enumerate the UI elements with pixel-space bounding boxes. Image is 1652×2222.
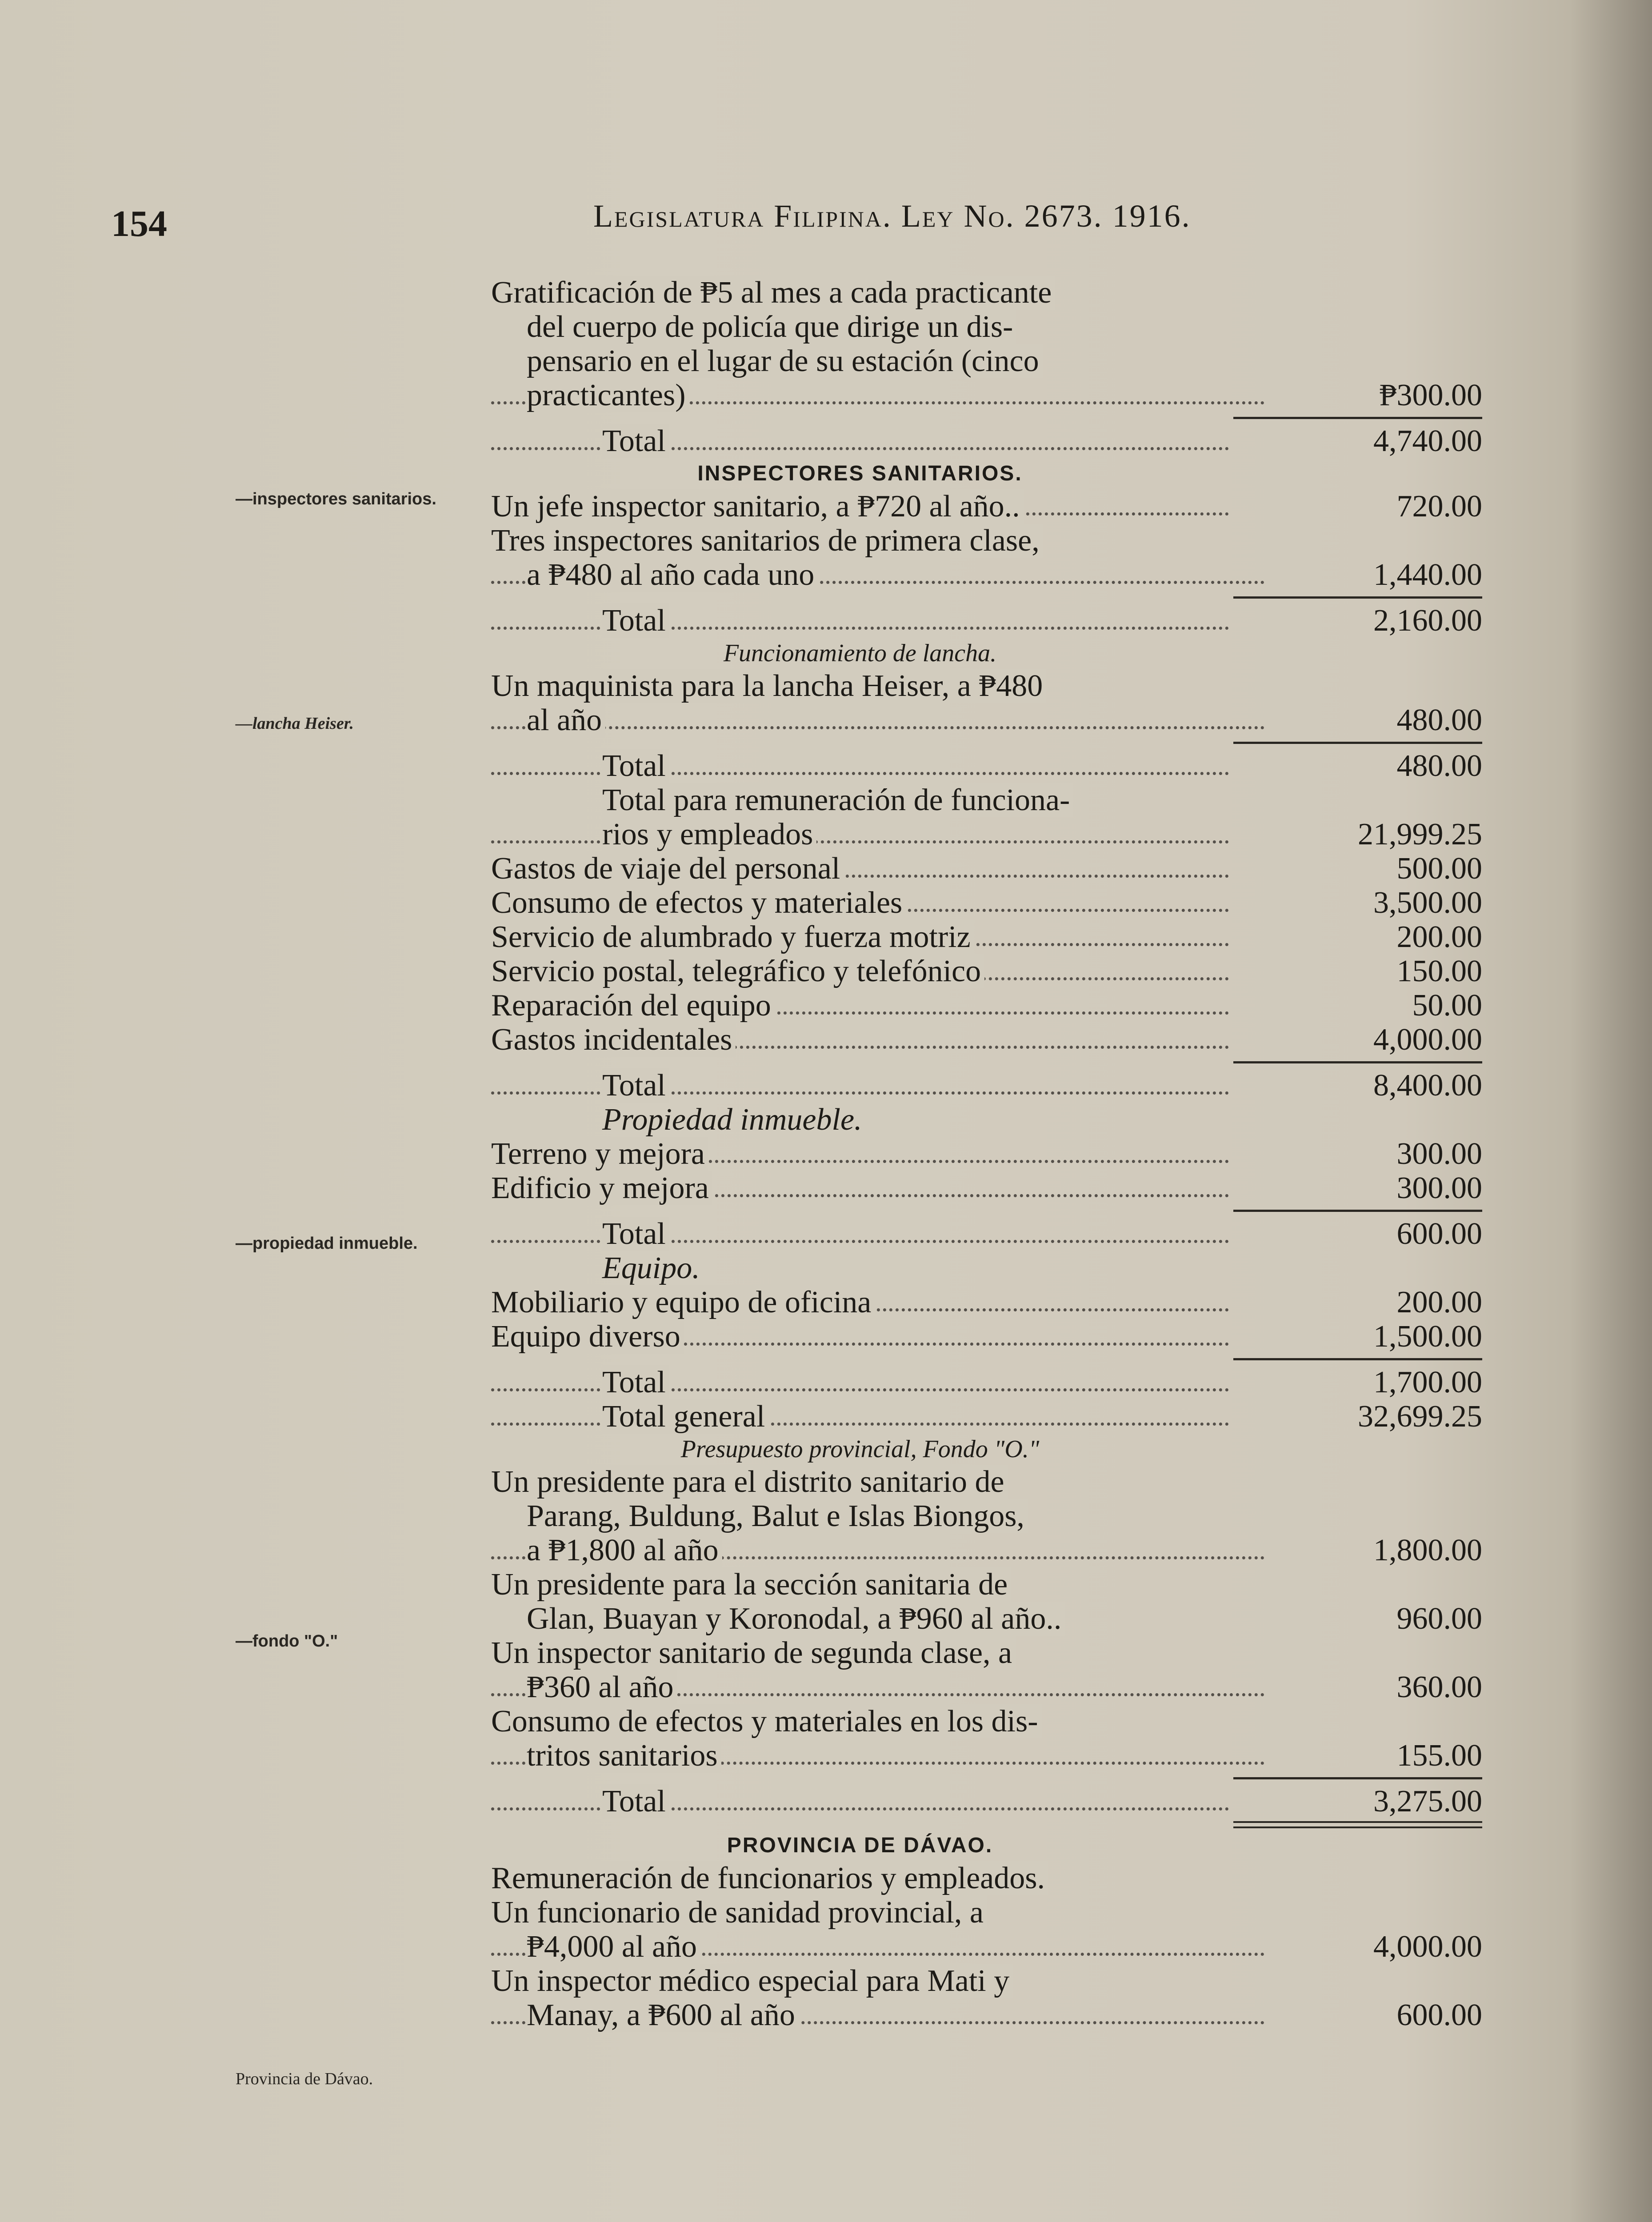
row-label: Total (491, 1068, 1229, 1103)
amount: 4,000.00 (1373, 1023, 1482, 1057)
row-label: pensario en el lugar de su estación (cinco (491, 344, 1264, 378)
budget-row (491, 1533, 1482, 1567)
budget-row (491, 851, 1482, 886)
row-label: Total (491, 749, 1229, 783)
budget-row (491, 1670, 1482, 1704)
text-line (491, 276, 1482, 310)
row-label: Un jefe inspector sanitario, a ₱720 al año.. (491, 489, 1229, 524)
budget-row (491, 954, 1482, 988)
amount: 155.00 (1396, 1738, 1482, 1773)
row-label: Total (491, 603, 1229, 638)
row-label: Gastos de viaje del personal (491, 851, 1229, 886)
amount: 600.00 (1396, 1217, 1482, 1251)
side-note-fondo: —fondo "O." (236, 1632, 338, 1651)
sum-rule (491, 412, 1482, 424)
amount: 4,000.00 (1373, 1930, 1482, 1964)
row-label: Tres inspectores sanitarios de primera clase, (491, 524, 1229, 558)
amount: 480.00 (1396, 749, 1482, 783)
budget-row (491, 1602, 1482, 1636)
amount: 480.00 (1396, 703, 1482, 737)
amount: 21,999.25 (1358, 817, 1482, 851)
row-label: tritos sanitarios (491, 1738, 1264, 1773)
section-heading: Presupuesto provincial, Fondo "O." (680, 1435, 1040, 1463)
text-line (491, 310, 1482, 344)
amount: 960.00 (1396, 1602, 1482, 1636)
amount: 600.00 (1396, 1998, 1482, 2032)
total-row (491, 1784, 1482, 1818)
text-line (491, 1704, 1482, 1738)
total-row (491, 603, 1482, 638)
row-label: Remuneración de funcionarios y empleados. (491, 1861, 1229, 1895)
total-general-row (491, 1399, 1482, 1434)
amount: 2,160.00 (1373, 603, 1482, 638)
text-line (491, 1636, 1482, 1670)
section-heading: Equipo. (602, 1251, 700, 1285)
row-label: Un presidente para la sección sanitaria de (491, 1567, 1229, 1602)
budget-row (491, 1023, 1482, 1057)
total-row (491, 749, 1482, 783)
sum-rule (491, 1057, 1482, 1068)
budget-row (491, 489, 1482, 524)
row-label: Mobiliario y equipo de oficina (491, 1285, 1229, 1319)
row-label: Total (491, 1217, 1229, 1251)
text-line (491, 783, 1482, 817)
row-label: practicantes) (491, 378, 1264, 412)
text-line (491, 524, 1482, 558)
row-label: Total general (491, 1399, 1229, 1434)
section-heading: Propiedad inmueble. (602, 1103, 862, 1137)
sum-rule (491, 737, 1482, 749)
budget-row (491, 988, 1482, 1023)
row-label: Total (491, 424, 1229, 458)
amount: 360.00 (1396, 1670, 1482, 1704)
text-line (491, 1861, 1482, 1895)
row-label: a ₱1,800 al año (491, 1533, 1264, 1567)
budget-row (491, 703, 1482, 737)
amount: 8,400.00 (1373, 1068, 1482, 1103)
running-head: Legislatura Filipina. Ley No. 2673. 1916. (593, 198, 1191, 234)
budget-row (491, 886, 1482, 920)
sum-rule (491, 1773, 1482, 1784)
sum-rule (491, 1354, 1482, 1365)
budget-row (491, 378, 1482, 412)
total-row (491, 1068, 1482, 1103)
amount: 300.00 (1396, 1171, 1482, 1205)
amount: 500.00 (1396, 851, 1482, 886)
amount: 3,275.00 (1373, 1784, 1482, 1818)
row-label: Parang, Buldung, Balut e Islas Biongos, (491, 1499, 1264, 1533)
double-rule (491, 1818, 1482, 1830)
page-number: 154 (111, 203, 167, 244)
row-label: Reparación del equipo (491, 988, 1229, 1023)
text-line (491, 1499, 1482, 1533)
row-label: Total (491, 1784, 1229, 1818)
row-label: Gastos incidentales (491, 1023, 1229, 1057)
amount: 50.00 (1412, 988, 1482, 1023)
side-note-lancha: —lancha Heiser. (236, 714, 354, 733)
amount: 720.00 (1396, 489, 1482, 524)
amount: ₱300.00 (1379, 378, 1482, 412)
side-note-inspectores: —inspectores sanitarios. (236, 490, 436, 508)
text-line (491, 669, 1482, 703)
amount: 200.00 (1396, 920, 1482, 954)
row-label: Glan, Buayan y Koronodal, a ₱960 al año.. (491, 1602, 1264, 1636)
section-heading: Funcionamiento de lancha. (723, 639, 997, 667)
budget-row (491, 920, 1482, 954)
amount: 1,440.00 (1373, 558, 1482, 592)
row-label: a ₱480 al año cada uno (491, 558, 1264, 592)
row-label: Servicio postal, telegráfico y telefónico (491, 954, 1229, 988)
budget-row (491, 1285, 1482, 1319)
row-label: Un funcionario de sanidad provincial, a (491, 1895, 1229, 1930)
row-label: Un presidente para el distrito sanitario de (491, 1465, 1229, 1499)
text-line (491, 1465, 1482, 1499)
row-label: Un maquinista para la lancha Heiser, a ₱480 (491, 669, 1229, 703)
budget-row (491, 1998, 1482, 2032)
section-heading: PROVINCIA DE DÁVAO. (727, 1834, 993, 1857)
row-label: Total (491, 1365, 1229, 1399)
row-label: Total para remuneración de funciona- (491, 783, 1229, 817)
row-label: Servicio de alumbrado y fuerza motriz (491, 920, 1229, 954)
text-line (491, 1567, 1482, 1602)
row-label: Un inspector médico especial para Mati y (491, 1964, 1229, 1998)
row-label: ₱4,000 al año (491, 1930, 1264, 1964)
section-heading: INSPECTORES SANITARIOS. (697, 462, 1023, 485)
total-row (491, 1217, 1482, 1251)
row-label: Equipo diverso (491, 1319, 1229, 1354)
text-line (491, 344, 1482, 378)
amount: 1,700.00 (1373, 1365, 1482, 1399)
sum-rule (491, 1205, 1482, 1217)
amount: 300.00 (1396, 1137, 1482, 1171)
budget-row (491, 558, 1482, 592)
side-note-provincia: Provincia de Dávao. (236, 2070, 373, 2088)
row-label: Edificio y mejora (491, 1171, 1229, 1205)
amount: 1,800.00 (1373, 1533, 1482, 1567)
side-note-propiedad: —propiedad inmueble. (236, 1234, 418, 1253)
row-label: rios y empleados (491, 817, 1229, 851)
budget-row (491, 1319, 1482, 1354)
text-line (491, 1964, 1482, 1998)
budget-column (491, 276, 1482, 2032)
row-label: Manay, a ₱600 al año (491, 1998, 1264, 2032)
total-row (491, 424, 1482, 458)
total-row (491, 1365, 1482, 1399)
budget-row (491, 1738, 1482, 1773)
amount: 200.00 (1396, 1285, 1482, 1319)
budget-row (491, 1171, 1482, 1205)
amount: 150.00 (1396, 954, 1482, 988)
amount: 32,699.25 (1358, 1399, 1482, 1434)
row-label: Terreno y mejora (491, 1137, 1229, 1171)
amount: 4,740.00 (1373, 424, 1482, 458)
row-label: Un inspector sanitario de segunda clase, a (491, 1636, 1229, 1670)
amount: 3,500.00 (1373, 886, 1482, 920)
amount: 1,500.00 (1373, 1319, 1482, 1354)
row-label: Consumo de efectos y materiales en los dis- (491, 1704, 1229, 1738)
row-label: al año (491, 703, 1264, 737)
budget-row (491, 1930, 1482, 1964)
row-label: del cuerpo de policía que dirige un dis- (491, 310, 1264, 344)
sum-rule (491, 592, 1482, 603)
row-label: ₱360 al año (491, 1670, 1264, 1704)
row-label: Consumo de efectos y materiales (491, 886, 1229, 920)
budget-row (491, 1137, 1482, 1171)
row-label: Gratificación de ₱5 al mes a cada practicante (491, 276, 1229, 310)
text-line (491, 1895, 1482, 1930)
budget-row (491, 817, 1482, 851)
